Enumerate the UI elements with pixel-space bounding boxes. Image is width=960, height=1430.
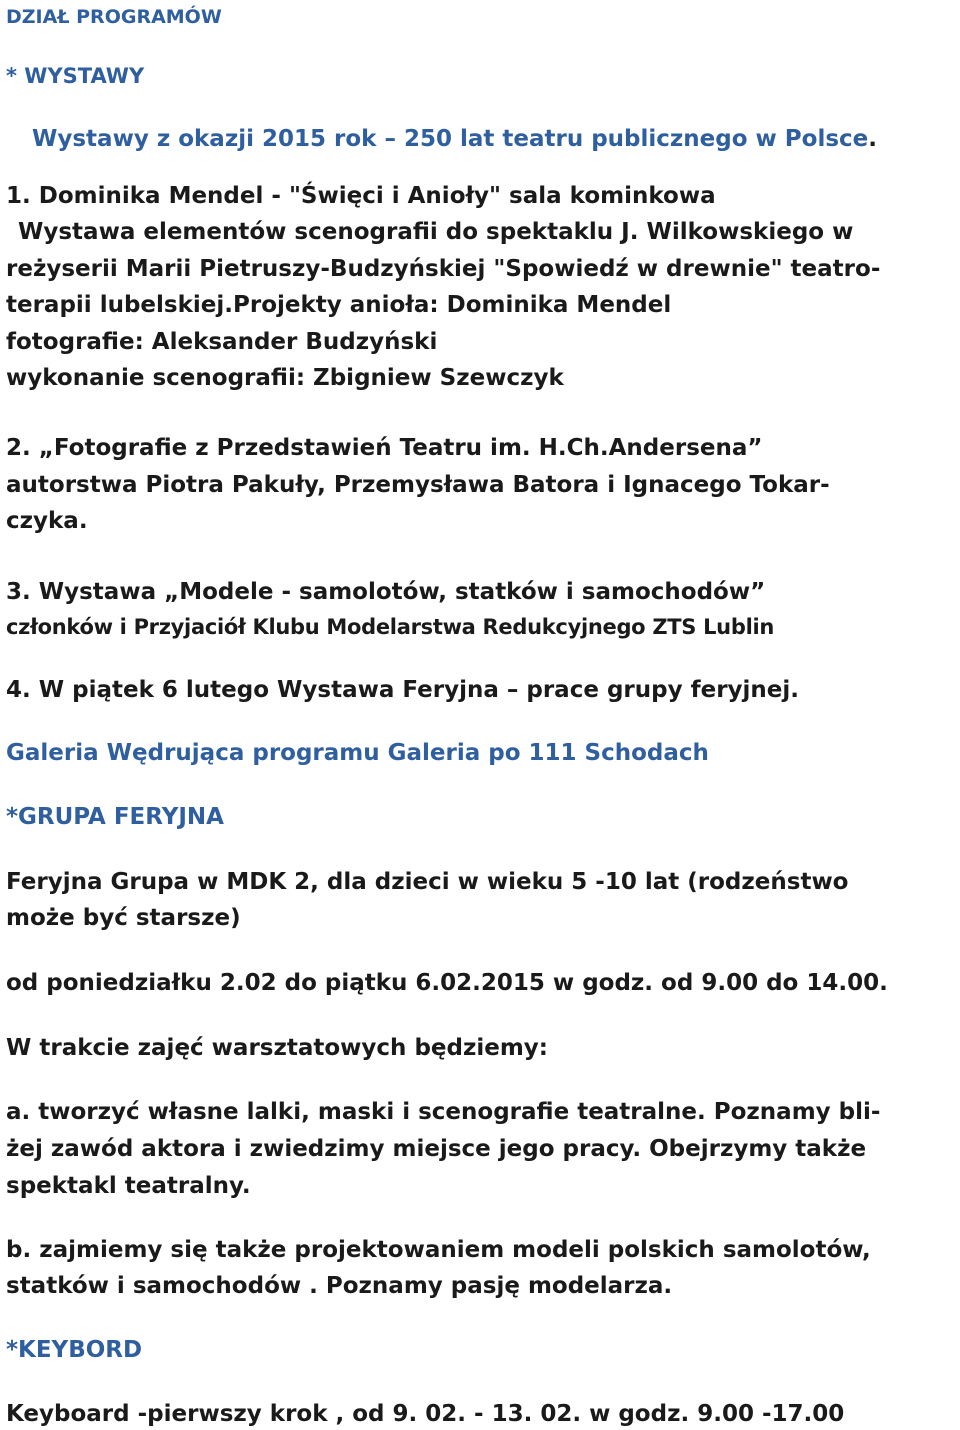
item2-line-3: czyka. bbox=[6, 508, 88, 534]
section-heading-grupa-feryjna: *GRUPA FERYJNA bbox=[6, 804, 224, 830]
grupa-dates: od poniedziałku 2.02 do piątku 6.02.2015 w godz. od 9.00 do 14.00. bbox=[6, 970, 888, 996]
section-heading-wystawy: * WYSTAWY bbox=[6, 64, 145, 88]
item1-line-1: 1. Dominika Mendel - "Święci i Anioły" sala kominkowa bbox=[6, 183, 716, 209]
grupa-desc-line-1: Feryjna Grupa w MDK 2, dla dzieci w wieku 5 -10 lat (rodzeństwo bbox=[6, 869, 849, 895]
item1-line-2: Wystawa elementów scenografii do spektaklu J. Wilkowskiego w bbox=[18, 219, 854, 245]
item2-line-2: autorstwa Piotra Pakuły, Przemysława Batora i Ignacego Tokar- bbox=[6, 472, 830, 498]
item1-line-3: reżyserii Marii Pietruszy-Budzyńskiej "Spowiedź w drewnie" teatro- bbox=[6, 256, 881, 282]
item3-line-2: członków i Przyjaciół Klubu Modelarstwa Redukcyjnego ZTS Lublin bbox=[6, 615, 775, 639]
grupa-desc-line-2: może być starsze) bbox=[6, 905, 241, 931]
section-title-dzial-programow: DZIAŁ PROGRAMÓW bbox=[6, 6, 222, 28]
item1-line-4: terapii lubelskiej.Projekty anioła: Dominika Mendel bbox=[6, 292, 672, 318]
galeria-wedrujaca-line: Galeria Wędrująca programu Galeria po 111 Schodach bbox=[6, 740, 709, 766]
item1-line-6: wykonanie scenografii: Zbigniew Szewczyk bbox=[6, 365, 564, 391]
grupa-workshop-intro: W trakcie zajęć warsztatowych będziemy: bbox=[6, 1035, 548, 1061]
section-heading-keybord: *KEYBORD bbox=[6, 1337, 143, 1363]
grupa-a-line-1: a. tworzyć własne lalki, maski i scenografie teatralne. Poznamy bli- bbox=[6, 1099, 881, 1125]
item2-line-1: 2. „Fotografie z Przedstawień Teatru im. H.Ch.Andersena” bbox=[6, 435, 763, 461]
grupa-a-line-2: żej zawód aktora i zwiedzimy miejsce jego pracy. Obejrzymy także bbox=[6, 1136, 867, 1162]
grupa-b-line-1: b. zajmiemy się także projektowaniem modeli polskich samolotów, bbox=[6, 1237, 871, 1263]
grupa-b-line-2: statków i samochodów . Poznamy pasję modelarza. bbox=[6, 1273, 673, 1299]
grupa-a-line-3: spektakl teatralny. bbox=[6, 1173, 251, 1199]
item4-line: 4. W piątek 6 lutego Wystawa Feryjna – prace grupy feryjnej. bbox=[6, 677, 800, 703]
exhibitions-intro bbox=[32, 126, 877, 152]
exhibitions-intro-text: Wystawy z okazji 2015 rok – 250 lat teatru publicznego w Polsce bbox=[32, 126, 869, 152]
item1-line-5: fotografie: Aleksander Budzyński bbox=[6, 329, 438, 355]
keybord-line: Keyboard -pierwszy krok , od 9. 02. - 13. 02. w godz. 9.00 -17.00 bbox=[6, 1401, 845, 1427]
item3-line-1: 3. Wystawa „Modele - samolotów, statków i samochodów” bbox=[6, 579, 766, 605]
exhibitions-intro-dot: . bbox=[868, 126, 878, 152]
